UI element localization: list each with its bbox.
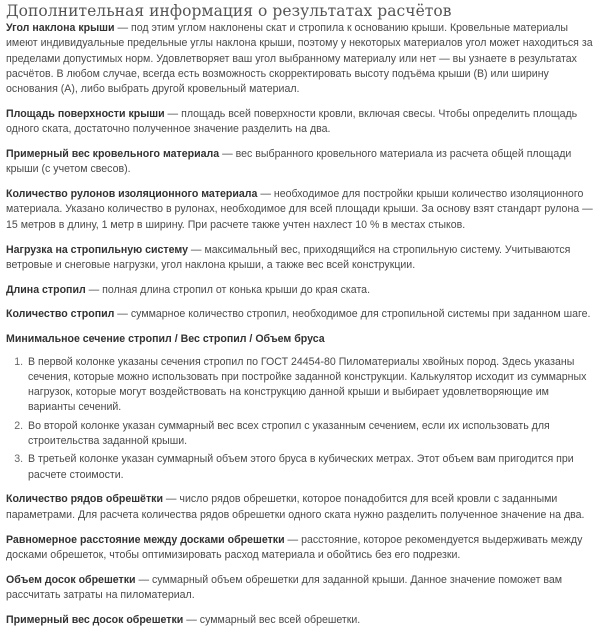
desc-batten-rows: — число рядов обрешетки, которое понадобится для всей кровли с заданными параметрами. Для расчета количества рядов обрешетки одного ската нужно разделить полученное значение на два. [6,493,585,521]
desc-roof-angle: — под этим углом наклонены скат и стропила к основанию крыши. Кровельные материалы имеют индивидуальные предельные углы наклона крыши, поэтому у некоторых материалов угол может находиться за пределами допустимых норм. Удовлетворяет ваш угол выбранному материалу или нет — вы узнаете в результатах расчётов. В любом случае, всегда есть возможность скорректировать высоту подъёма крыши (B) или ширину основания (A), либо выбрать другой кровельный материал. [6,22,593,96]
term-batten-volume: Объем досок обрешетки [6,573,136,586]
term-batten-rows: Количество рядов обрешётки [6,493,163,506]
paragraph-rafter-section [6,332,594,347]
term-roofing-weight: Примерный вес кровельного материала [6,148,220,161]
term-rafter-count: Количество стропил [6,308,115,321]
rafter-columns-list [6,355,594,483]
term-batten-spacing: Равномерное расстояние между досками обрешетки [6,533,285,546]
paragraph-batten-volume [6,573,594,604]
paragraph-rafter-count [6,307,594,322]
list-item: 2. Во второй колонке указан суммарный вес всех стропил с указанным сечением, если их использовать для строительства заданной крыши. [26,419,594,450]
list-item: 3. В третьей колонке указан суммарный объем этого бруса в кубических метрах. Этот объем вам пригодится при расчете стоимости. [26,452,594,483]
paragraph-roof-area [6,107,594,138]
term-rafter-load: Нагрузка на стропильную систему [6,243,188,256]
list-item: 1. В первой колонке указаны сечения стропил по ГОСТ 24454-80 Пиломатериалы хвойных пород. Здесь указаны сечения, которые можно использовать при постройке заданной конструкции. Калькулятор исходит из суммарных нагрузок, которые могут воздействовать на конструкцию данной крыши и выбирает удовлетворяющие им варианты сечений. [26,355,594,416]
paragraph-rafter-length [6,283,594,298]
term-batten-weight: Примерный вес досок обрешетки [6,613,184,626]
desc-rafter-load: — максимальный вес, приходящийся на стропильную систему. Учитываются ветровые и снеговые нагрузки, угол наклона крыши, а также вес всей конструкции. [6,243,571,271]
desc-roof-area: — площадь всей поверхности кровли, включая свесы. Чтобы определить площадь одного ската, достаточно полученное значение разделить на два. [6,107,578,136]
term-rafter-section: Минимальное сечение стропил / Вес стропил / Объем бруса [6,333,325,346]
paragraph-batten-weight [6,613,594,628]
desc-rafter-count: — суммарное количество стропил, необходимое для стропильной системы при заданном шаге. [114,308,591,321]
paragraph-roofing-weight [6,147,594,178]
info-block [6,21,594,628]
paragraph-batten-rows [6,492,594,523]
term-insulation-rolls: Количество рулонов изоляционного материала [6,188,258,201]
paragraph-roof-angle [6,21,594,97]
paragraph-batten-spacing [6,533,594,564]
desc-insulation-rolls: — необходимое для постройки крыши количество изоляционного материала. Указано количество в рулонах, необходимое для всей площади крыши. За основу взят стандарт рулона — 15 метров в длину, 1 метр в ширину. При расчете также учтен нахлест 10 % в местах стыков. [6,188,593,231]
desc-batten-weight: — суммарный вес всей обрешетки. [183,613,361,626]
paragraph-insulation-rolls [6,187,594,233]
desc-batten-spacing: — расстояние, которое рекомендуется выдерживать между досками обрешеток, чтобы оптимизировать расход материала и обойтись без его подрезки. [6,533,583,561]
paragraph-rafter-load [6,243,594,274]
page-title: Дополнительная информация о результатах расчётов [6,2,452,20]
term-roof-angle: Угол наклона крыши [6,22,115,34]
desc-batten-volume: — суммарный объем обрешетки для заданной крыши. Данное значение поможет вам рассчитать затраты на пиломатериал. [6,573,563,601]
term-rafter-length: Длина стропил [6,283,86,296]
desc-rafter-length: — полная длина стропил от конька крыши до края ската. [85,283,371,296]
desc-roofing-weight: — вес выбранного кровельного материала из расчета общей площади крыши (с учетом свесов). [6,148,572,176]
term-roof-area: Площадь поверхности крыши [6,107,165,120]
